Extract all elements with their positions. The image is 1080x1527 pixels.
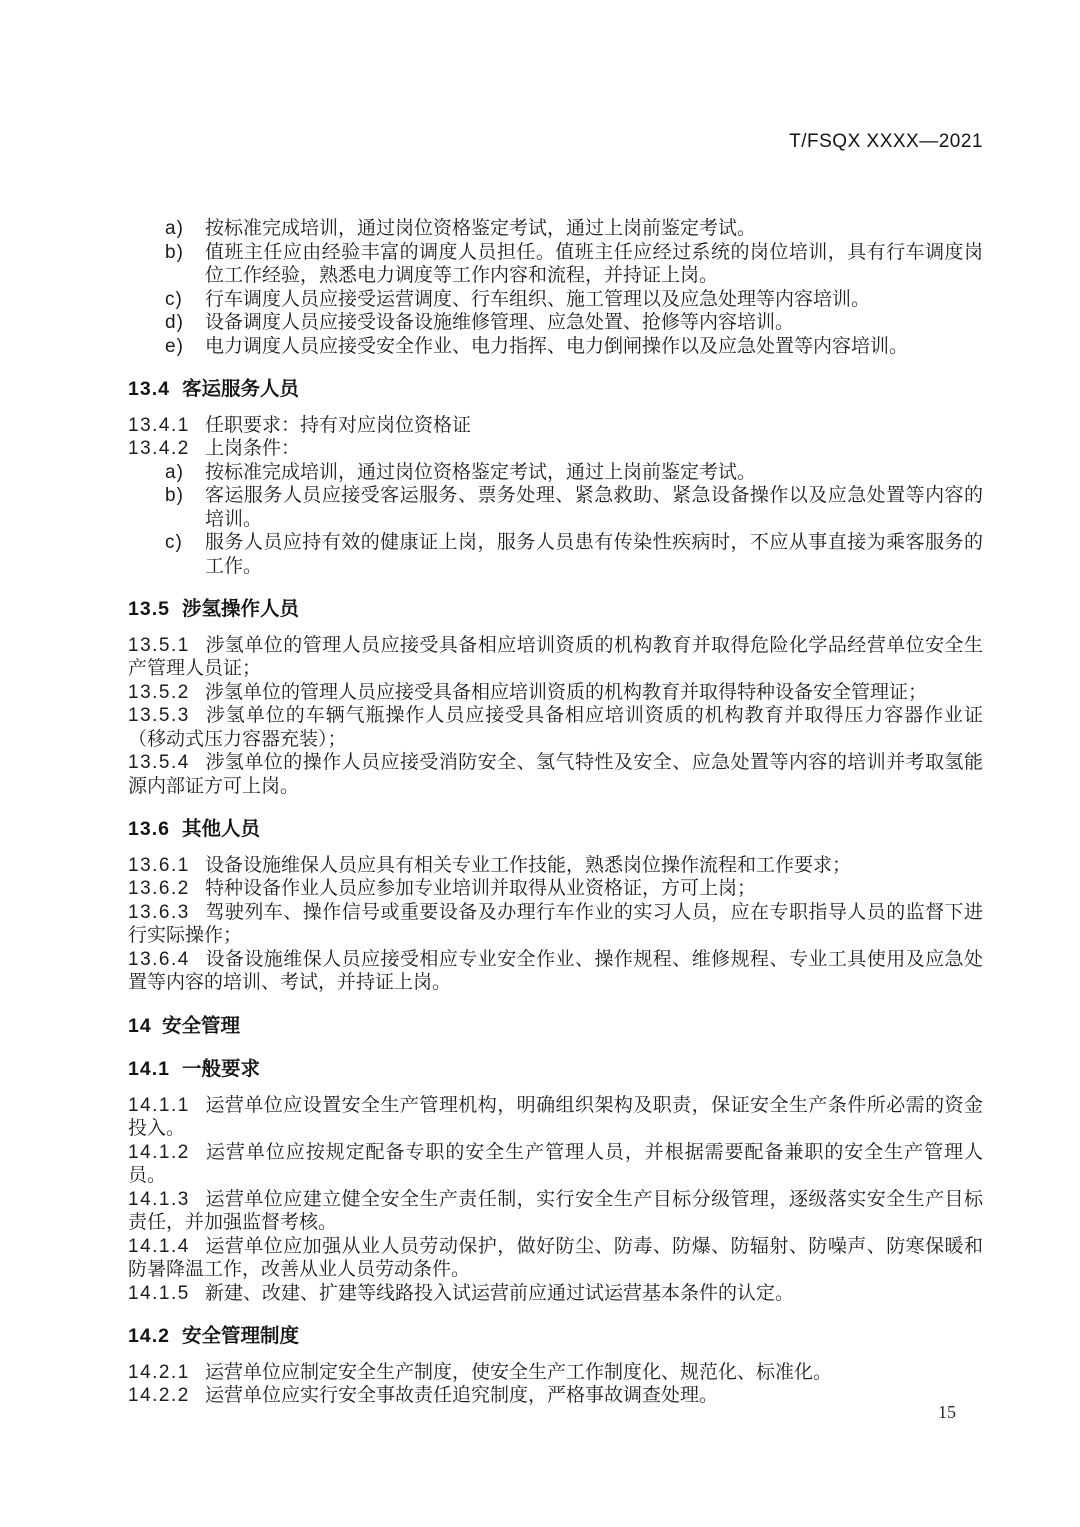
clause — [128, 1094, 983, 1141]
list-item-text: 行车调度人员应接受运营调度、行车组织、施工管理以及应急处理等内容培训。 — [205, 288, 871, 310]
heading-number: 14 — [128, 1014, 152, 1037]
clause — [128, 1235, 983, 1282]
clause-number: 14.1.4 — [128, 1235, 190, 1257]
chapter-heading — [128, 1015, 983, 1039]
clause-number: 14.2.2 — [128, 1385, 190, 1406]
heading-number: 13.5 — [128, 598, 170, 620]
list-item-text: 按标准完成培训，通过岗位资格鉴定考试，通过上岗前鉴定考试。 — [205, 461, 757, 483]
clause-text: 任职要求：持有对应岗位资格证 — [205, 414, 472, 436]
clause-text: 运营单位应建立健全安全生产责任制，实行安全生产目标分级管理，逐级落实安全生产目标责任，并加强监督考核。 — [128, 1188, 983, 1233]
list-item-text: 值班主任应由经验丰富的调度人员担任。值班主任应经过系统的岗位培训，具有行车调度岗位工作经验，熟悉电力调度等工作内容和流程，并持证上岗。 — [205, 241, 983, 286]
clause — [128, 414, 983, 438]
clause-number: 13.4.1 — [128, 414, 190, 436]
clause — [128, 1188, 983, 1235]
section-heading — [128, 1058, 983, 1082]
clause — [128, 901, 983, 948]
clause — [128, 948, 983, 995]
clause — [128, 634, 983, 681]
doc-code-header: T/FSQX XXXX—2021 — [789, 131, 983, 152]
list-item-label: b) — [165, 241, 184, 263]
clause-number: 14.2.1 — [128, 1361, 190, 1383]
clause — [128, 1361, 983, 1385]
clause — [128, 437, 983, 461]
document-body — [128, 217, 983, 1408]
clause-number: 14.1.5 — [128, 1282, 190, 1304]
list-item-label: b) — [165, 485, 184, 506]
lettered-list — [128, 461, 983, 579]
section-heading — [128, 598, 983, 622]
clause-text: 涉氢单位的车辆气瓶操作人员应接受具备相应培训资质的机构教育并取得压力容器作业证（移动式压力容器充装）； — [128, 705, 983, 750]
clause-text: 特种设备作业人员应参加专业培训并取得从业资格证，方可上岗； — [205, 878, 757, 899]
list-item — [128, 484, 983, 531]
list-item-label: a) — [165, 218, 184, 239]
heading-title: 客运服务人员 — [182, 378, 300, 400]
page-number: 15 — [938, 1402, 956, 1422]
lettered-list — [128, 217, 983, 358]
list-item — [128, 461, 983, 485]
list-item — [128, 531, 983, 578]
clause-text: 运营单位应设置安全生产管理机构，明确组织架构及职责，保证安全生产条件所必需的资金投入。 — [128, 1094, 983, 1139]
clause — [128, 854, 983, 878]
clause-number: 14.1.2 — [128, 1141, 190, 1163]
clause-number: 14.1.3 — [128, 1188, 190, 1210]
clause-number: 13.6.1 — [128, 854, 190, 876]
clause-text: 运营单位应实行安全事故责任追究制度，严格事故调查处理。 — [205, 1385, 719, 1406]
heading-number: 13.6 — [128, 818, 170, 840]
list-item-label: c) — [165, 288, 183, 310]
clause-text: 设备设施维保人员应具有相关专业工作技能，熟悉岗位操作流程和工作要求； — [205, 854, 852, 876]
clause-number: 14.1.1 — [128, 1094, 190, 1116]
list-item-label: e) — [165, 335, 184, 357]
clause — [128, 751, 983, 798]
heading-title: 一般要求 — [182, 1058, 261, 1080]
clause-text: 新建、改建、扩建等线路投入试运营前应通过试运营基本条件的认定。 — [205, 1282, 795, 1304]
list-item-text: 电力调度人员应接受安全作业、电力指挥、电力倒闸操作以及应急处置等内容培训。 — [205, 335, 909, 357]
heading-number: 14.2 — [128, 1325, 170, 1347]
section-heading — [128, 1325, 983, 1349]
clause-number: 13.6.2 — [128, 878, 190, 899]
clause-number: 13.5.4 — [128, 752, 190, 773]
list-item-label: a) — [165, 461, 184, 483]
list-item — [128, 217, 983, 241]
clause — [128, 1141, 983, 1188]
clause — [128, 877, 983, 901]
clause-text: 上岗条件： — [205, 438, 301, 459]
heading-number: 14.1 — [128, 1058, 170, 1080]
clause-text: 设备设施维保人员应接受相应专业安全作业、操作规程、维修规程、专业工具使用及应急处置等内容的培训、考试，并持证上岗。 — [128, 948, 983, 993]
clause-text: 涉氢单位的管理人员应接受具备相应培训资质的机构教育并取得危险化学品经营单位安全生产管理人员证； — [128, 634, 983, 679]
heading-number: 13.4 — [128, 378, 170, 400]
list-item — [128, 288, 983, 312]
section-heading — [128, 378, 983, 402]
clause-number: 13.5.2 — [128, 681, 190, 703]
heading-title: 涉氢操作人员 — [182, 598, 300, 620]
list-item-text: 按标准完成培训，通过岗位资格鉴定考试，通过上岗前鉴定考试。 — [205, 218, 757, 239]
clause — [128, 681, 983, 705]
clause-text: 驾驶列车、操作信号或重要设备及办理行车作业的实习人员，应在专职指导人员的监督下进行实际操作； — [128, 901, 983, 946]
clause-number: 13.6.3 — [128, 901, 190, 923]
clause-text: 涉氢单位的管理人员应接受具备相应培训资质的机构教育并取得特种设备安全管理证； — [205, 681, 928, 703]
list-item-label: d) — [165, 312, 184, 333]
list-item-text: 客运服务人员应接受客运服务、票务处理、紧急救助、紧急设备操作以及应急处置等内容的培训。 — [205, 485, 983, 530]
heading-title: 安全管理制度 — [182, 1325, 300, 1347]
clause-text: 运营单位应制定安全生产制度，使安全生产工作制度化、规范化、标准化。 — [205, 1361, 833, 1383]
section-heading — [128, 818, 983, 842]
clause — [128, 704, 983, 751]
clause-number: 13.5.3 — [128, 705, 190, 726]
list-item-text: 设备调度人员应接受设备设施维修管理、应急处置、抢修等内容培训。 — [205, 312, 795, 333]
clause-number: 13.5.1 — [128, 634, 190, 656]
list-item — [128, 335, 983, 359]
clause-text: 运营单位应加强从业人员劳动保护，做好防尘、防毒、防爆、防辐射、防噪声、防寒保暖和防暑降温工作，改善从业人员劳动条件。 — [128, 1235, 983, 1280]
clause-number: 13.4.2 — [128, 438, 190, 459]
clause-text: 运营单位应按规定配备专职的安全生产管理人员，并根据需要配备兼职的安全生产管理人员。 — [128, 1141, 983, 1186]
clause-number: 13.6.4 — [128, 948, 190, 970]
clause-text: 涉氢单位的操作人员应接受消防安全、氢气特性及安全、应急处置等内容的培训并考取氢能源内部证方可上岗。 — [128, 752, 983, 797]
clause — [128, 1282, 983, 1306]
heading-title: 其他人员 — [182, 818, 261, 840]
heading-title: 安全管理 — [162, 1014, 241, 1037]
list-item — [128, 241, 983, 288]
list-item-text: 服务人员应持有效的健康证上岗，服务人员患有传染性疾病时，不应从事直接为乘客服务的工作。 — [205, 532, 983, 577]
list-item — [128, 311, 983, 335]
list-item-label: c) — [165, 532, 183, 553]
